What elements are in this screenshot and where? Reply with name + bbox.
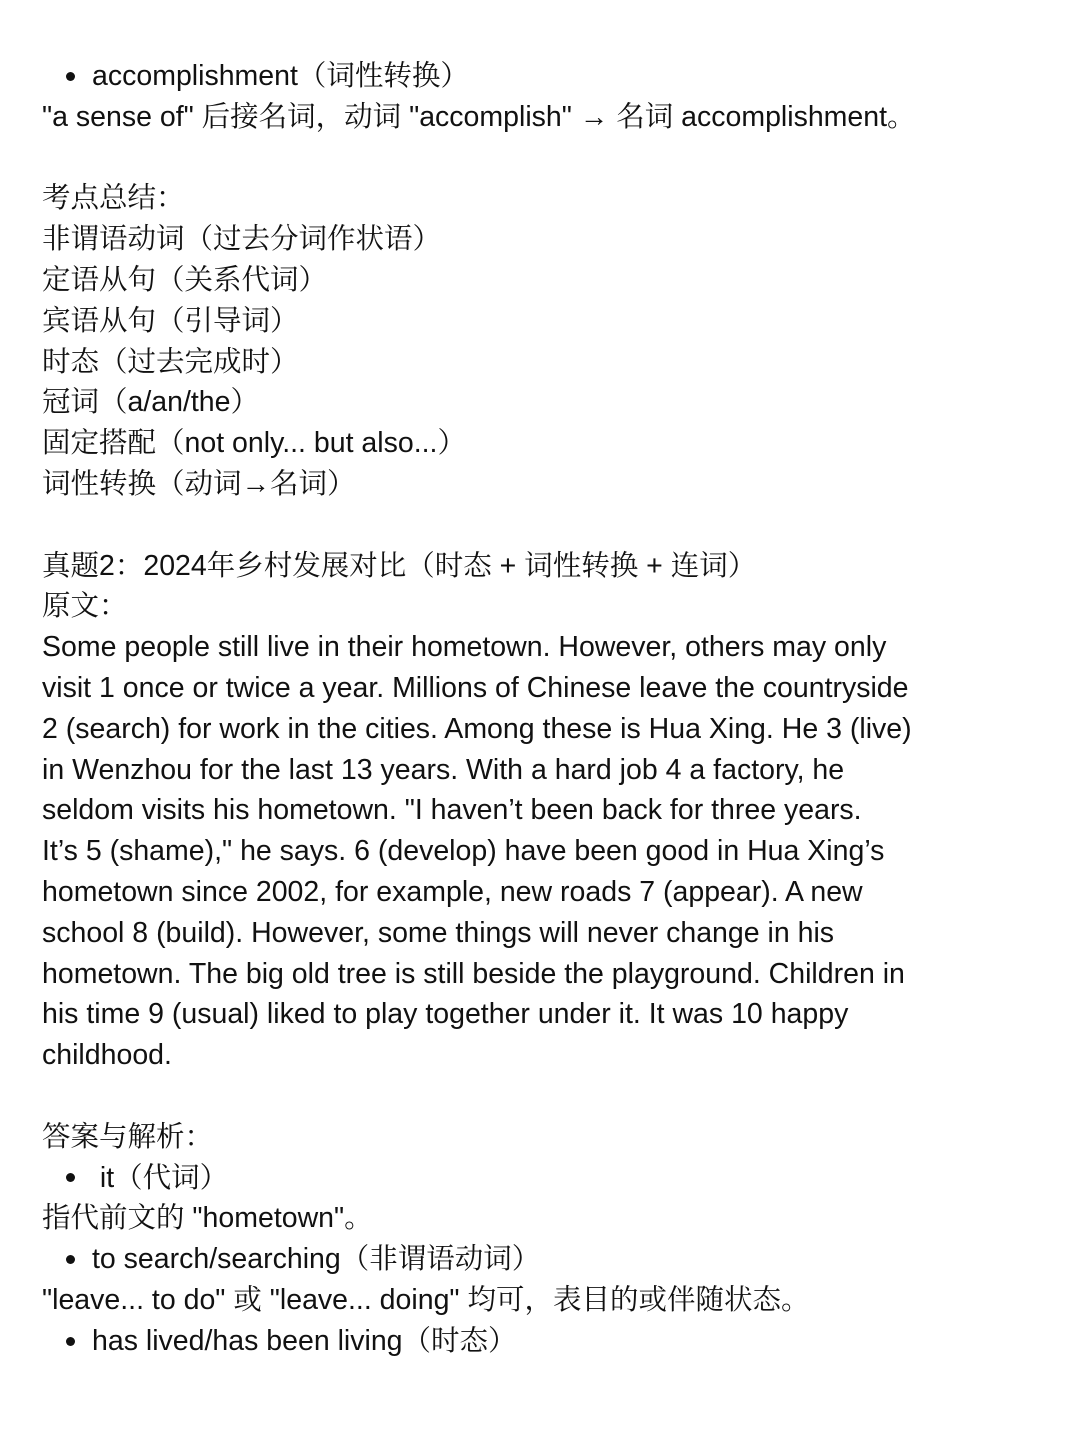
answer-bullet-1 [42, 1158, 1052, 1199]
bullet-text: it（代词） [92, 1161, 229, 1194]
bullet-item-accomplishment [42, 56, 1052, 97]
explanation-text: "a sense of" 后接名词，动词 "accomplish" → 名词 accomplishment。 [42, 100, 916, 133]
passage-line: Some people still live in their hometown. However, others may only [42, 631, 887, 664]
passage-line: his time 9 (usual) liked to play together under it. It was 10 happy [42, 998, 849, 1031]
original-label: 原文： [42, 590, 128, 623]
bullet-text: accomplishment（词性转换） [92, 60, 469, 92]
passage-line: visit 1 once or twice a year. Millions of Chinese leave the countryside [42, 671, 909, 704]
passage-line: childhood. [42, 1039, 172, 1072]
summary-item: 时态（过去完成时） [42, 345, 299, 378]
summary-heading: 考点总结： [42, 182, 185, 215]
summary-item: 固定搭配（not only... but also...） [42, 427, 466, 460]
passage-line: school 8 (build). However, some things will never change in his [42, 916, 835, 949]
passage-line: It’s 5 (shame)," he says. 6 (develop) have been good in Hua Xing’s [42, 835, 885, 868]
answers-heading: 答案与解析： [42, 1120, 214, 1153]
bullet-dot-icon [66, 1255, 75, 1264]
summary-item: 词性转换（动词→名词） [42, 467, 356, 500]
passage-line: hometown since 2002, for example, new roads 7 (appear). A new [42, 875, 863, 908]
bullet-dot-icon [66, 72, 75, 81]
bullet-text: to search/searching（非谓语动词） [92, 1243, 541, 1276]
spacer [42, 138, 1052, 179]
summary-item: 冠词（a/an/the） [42, 386, 260, 419]
answer-note-2: "leave... to do" 或 "leave... doing" 均可，表目的或伴随状态。 [42, 1283, 810, 1316]
document-page [42, 56, 1052, 1362]
summary-item: 定语从句（关系代词） [42, 263, 328, 296]
answer-bullet-3 [42, 1321, 1052, 1362]
passage-line: in Wenzhou for the last 13 years. With a hard job 4 a factory, he [42, 753, 845, 786]
answer-bullet-2 [42, 1239, 1052, 1280]
bullet-dot-icon [66, 1337, 75, 1346]
summary-item: 非谓语动词（过去分词作状语） [42, 223, 442, 256]
bullet-dot-icon [66, 1173, 75, 1182]
passage-line: seldom visits his hometown. "I haven’t been back for three years. [42, 794, 862, 827]
answer-note-1: 指代前文的 "hometown"。 [42, 1202, 373, 1235]
spacer [42, 1076, 1052, 1117]
question-title: 真题2：2024年乡村发展对比（时态 + 词性转换 + 连词） [42, 549, 757, 582]
passage-line: 2 (search) for work in the cities. Among these is Hua Xing. He 3 (live) [42, 712, 912, 745]
spacer [42, 505, 1052, 546]
summary-item: 宾语从句（引导词） [42, 304, 299, 337]
passage-line: hometown. The big old tree is still beside the playground. Children in [42, 957, 905, 990]
bullet-text: has lived/has been living（时态） [92, 1324, 517, 1357]
